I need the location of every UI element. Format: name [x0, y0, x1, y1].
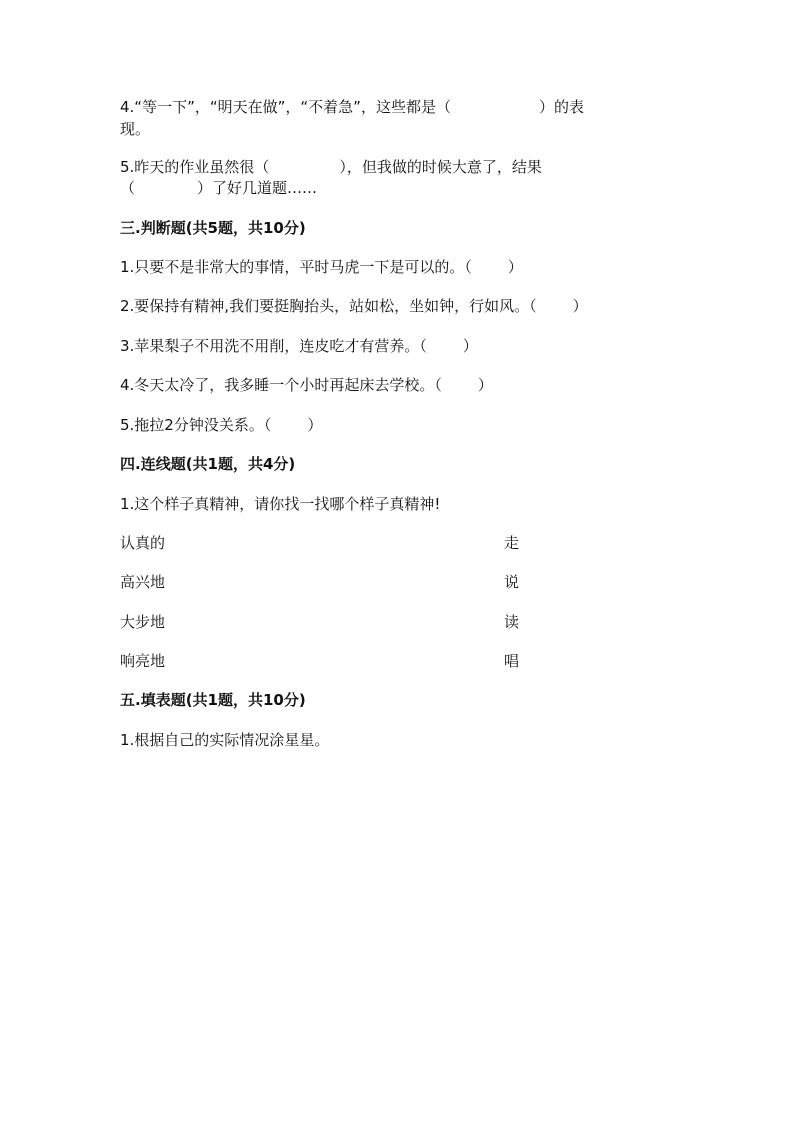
fill-question-5-text-c: （: [120, 179, 136, 197]
judge-item-2-close: ）: [572, 297, 588, 315]
judge-item-5: [120, 415, 322, 435]
judge-item-4-text: 4.冬天太冷了，我多睡一个小时再起床去学校。（: [120, 376, 442, 394]
section-heading-judge: 三.判断题(共5题，共10分): [120, 219, 306, 237]
judge-item-1-text: 1.只要不是非常大的事情，平时马虎一下是可以的。（: [120, 258, 472, 276]
matching-right-item-3: 读: [504, 613, 520, 631]
judge-item-2: [120, 296, 588, 316]
fill-question-5-text-d: ）了好几道题……: [197, 179, 318, 197]
judge-item-4: [120, 375, 493, 395]
fill-question-4-line2: 现。: [120, 120, 151, 138]
fill-question-5-text-b: ），但我做的时候大意了，结果: [339, 158, 542, 176]
judge-item-5-text: 5.拖拉2分钟没关系。（: [120, 416, 272, 434]
fill-question-5-line1: [120, 157, 542, 177]
matching-left-item-1: 认真的: [120, 534, 166, 552]
matching-right-item-4: 唱: [504, 652, 520, 670]
judge-item-2-text: 2.要保持有精神,我们要挺胸抬头，站如松，坐如钟，行如风。（: [120, 297, 537, 315]
judge-item-1-close: ）: [507, 258, 523, 276]
matching-left-item-4: 响亮地: [120, 652, 166, 670]
fill-question-4-line1: [120, 97, 584, 117]
table-question: 1.根据自己的实际情况涂星星。: [120, 731, 330, 749]
matching-question: 1.这个样子真精神，请你找一找哪个样子真精神!: [120, 495, 441, 513]
judge-item-3-close: ）: [462, 337, 478, 355]
fill-question-5-line2: [120, 178, 317, 198]
fill-question-5-text-a: 5.昨天的作业虽然很（: [120, 158, 270, 176]
matching-left-item-3: 大步地: [120, 613, 166, 631]
section-heading-table: 五.填表题(共1题，共10分): [120, 691, 306, 709]
fill-question-4-text-a: 4.“等一下”，“明天在做”，“不着急”，这些都是（: [120, 98, 451, 116]
judge-item-4-close: ）: [477, 376, 493, 394]
matching-right-item-2: 说: [504, 573, 520, 591]
fill-question-4-text-b: ）的表: [538, 98, 584, 116]
judge-item-3: [120, 336, 478, 356]
matching-right-item-1: 走: [504, 534, 520, 552]
matching-left-item-2: 高兴地: [120, 573, 166, 591]
judge-item-3-text: 3.苹果梨子不用洗不用削，连皮吃才有营养。（: [120, 337, 427, 355]
judge-item-5-close: ）: [307, 416, 323, 434]
judge-item-1: [120, 257, 523, 277]
section-heading-matching: 四.连线题(共1题，共4分): [120, 455, 296, 473]
